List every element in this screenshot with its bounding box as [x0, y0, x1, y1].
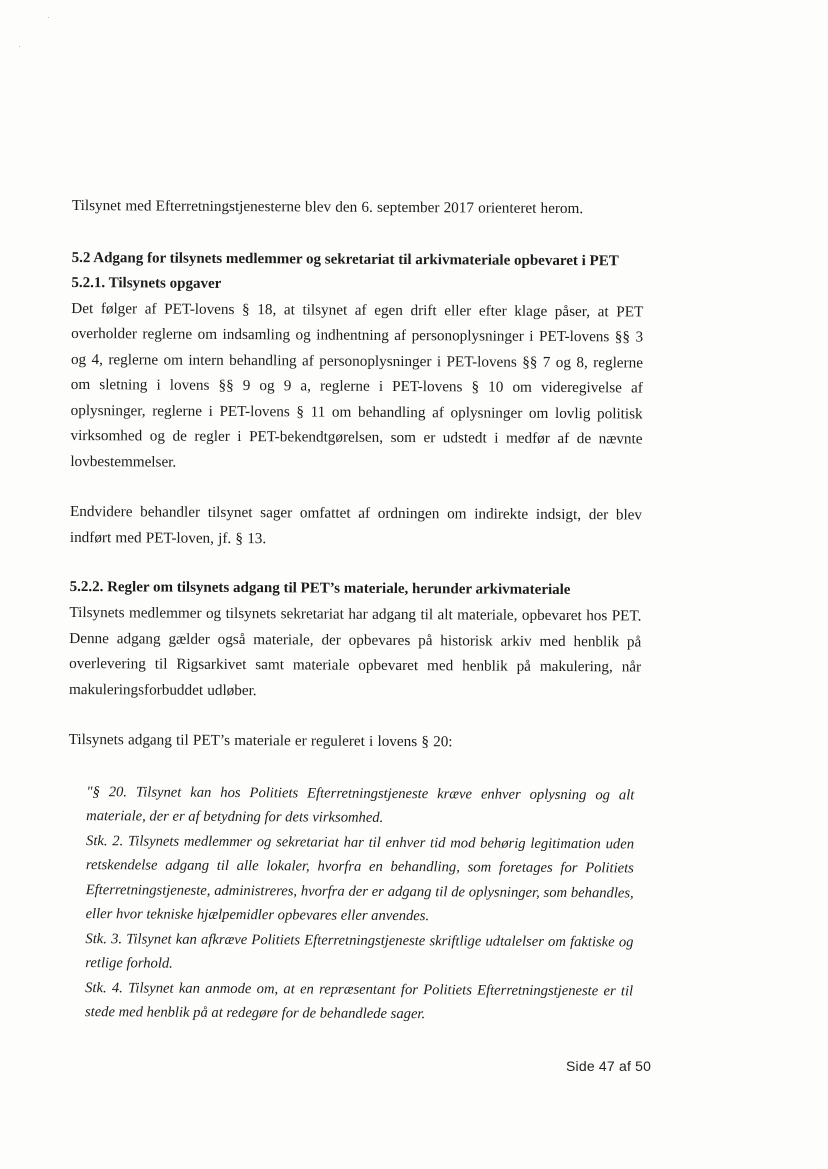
section-5-2-2-heading: 5.2.2. Regler om tilsynets adgang til PET’s materiale, herunder arkivmateriale — [69, 578, 571, 599]
section-5-2-heading: 5.2 Adgang for tilsynets medlemmer og sekretariat til arkivmateriale opbevaret i PET — [71, 249, 619, 269]
section-5-2-1-paragraph-1: Det følger af PET-lovens § 18, at tilsynet af egen drift eller efter klage påser, at PET overholder reglerne om indsamling og indhentning af personoplysninger i PET-lovens §§ 3 og 4, reglerne om intern behandling af personoplysninger i PET-lovens §§ 7 og 8, reglerne om sletning i lovens §§ 9 og 9 a, reglerne i PET-lovens § 10 om videregivelse af oplysninger, reglerne i PET-lovens § 11 om behandling af oplysninger om lovlig politisk virksomhed og de regler i PET-bekendtgørelsen, som er udstedt i medfør af de nævnte lovbestemmelser. — [70, 299, 644, 471]
intro-paragraph: Tilsynet med Efterretningstjenesterne blev den 6. september 2017 orienteret herom. — [71, 196, 584, 218]
section-5-2-1-paragraph-2: Endvidere behandler tilsynet sager omfattet af ordningen om indirekte indsigt, der blev indført med PET-loven, jf. § 13. — [69, 502, 643, 547]
section-5-2-2-paragraph-1: Tilsynets medlemmer og tilsynets sekretariat har adgang til alt materiale, opbevaret hos PET. Denne adgang gælder også materiale, der opbevares på historisk arkiv med henblik på overlevering til Rigsarkivet samt materiale opbevaret med henblik på makulering, når makuleringsforbuddet udløber. — [68, 603, 642, 699]
quote-stk-2: Stk. 2. Tilsynets medlemmer og sekretariat har til enhver tid mod behørig legitimation uden retskendelse adgang til alle lokaler, hvorfra en behandling, som foretages for Politiets Efterretningstjeneste, administreres, hvorfra der er adgang til de oplysninger, som behandles, eller hvor tekniske hjælpemidler opbevares eller anvendes. — [85, 832, 635, 925]
quote-stk-3: Stk. 3. Tilsynet kan afkræve Politiets Efterretningstjeneste skriftlige udtalelser om faktiske og retlige forhold. — [85, 930, 634, 972]
scan-speck — [48, 17, 49, 18]
law-quote-block — [85, 780, 634, 1028]
scan-speck — [19, 46, 20, 47]
quote-paragraph-20: "§ 20. Tilsynet kan hos Politiets Efterretningstjeneste kræve enhver oplysning og alt materiale, der er af betydning for dets virksomhed. — [86, 783, 635, 826]
section-5-2-1-heading: 5.2.1. Tilsynets opgaver — [71, 274, 222, 292]
page-content — [67, 193, 644, 1028]
quote-stk-4: Stk. 4. Tilsynet kan anmode om, at en repræsentant for Politiets Efterretningstjeneste er til stede med henblik på at redegøre for de behandlede sager. — [84, 979, 634, 1023]
page-number: Side 47 af 50 — [566, 1058, 652, 1074]
section-5-2-2-paragraph-2: Tilsynets adgang til PET’s materiale er reguleret i lovens § 20: — [68, 730, 453, 751]
